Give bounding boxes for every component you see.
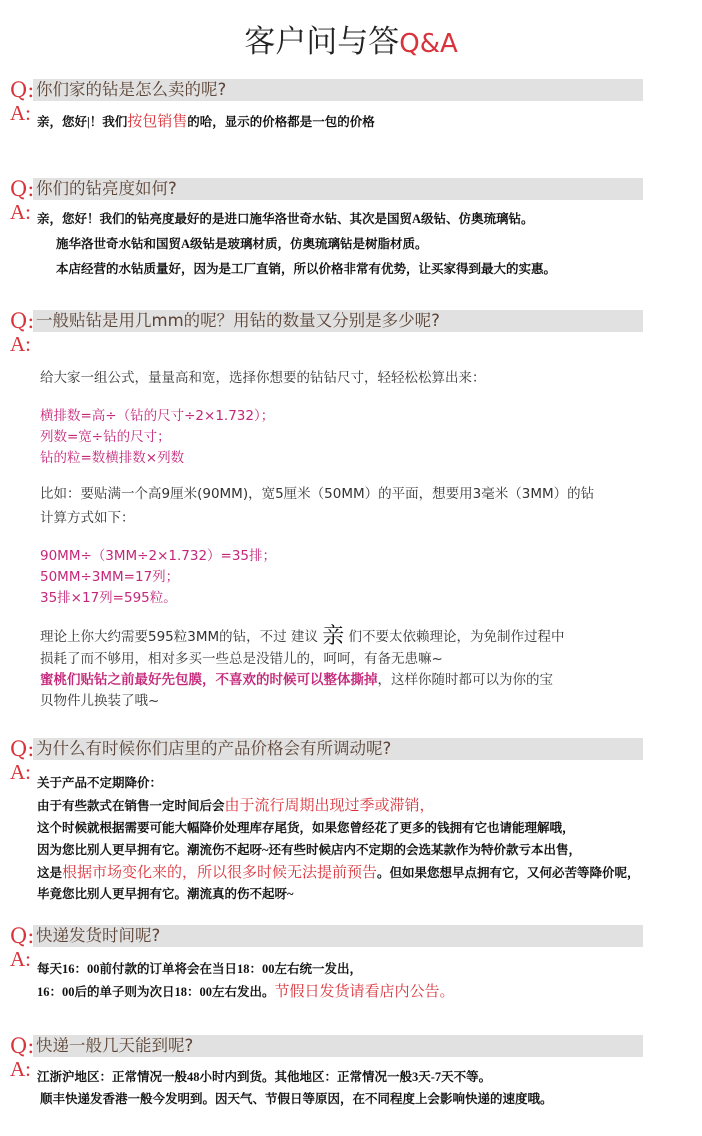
highlight-pink-text: 蜜桃们贴钻之前最好先包膜，不喜欢的时候可以整体撕掉 <box>40 672 378 688</box>
answer-text: 每天16：00前付款的订单将会在当日18：00左右统一发出， <box>37 962 363 976</box>
highlight-pink-text: 90MM÷（3MM÷2×1.732）=35排； <box>40 548 277 564</box>
answer-text: 16：00后的单子则为次日18：00左右发出。 <box>37 985 275 999</box>
q-label: Q: <box>10 309 35 333</box>
answer-line <box>56 234 428 254</box>
answer-text: 亲，您好|！我们 <box>37 115 128 129</box>
highlight-red-text: 根据市场变化来的，所以很多时候无法提前预告 <box>62 863 378 881</box>
q-label: Q: <box>10 924 35 948</box>
answer-line <box>56 259 556 279</box>
question-text: 快递发货时间呢? <box>36 926 161 945</box>
question-text: 为什么有时候你们店里的产品价格会有所调动呢? <box>36 739 392 758</box>
answer-text: 关于产品不定期降价： <box>37 776 163 790</box>
answer-line <box>37 862 640 882</box>
answer-line <box>37 840 581 860</box>
highlight-pink-text: 列数=宽÷钻的尺寸； <box>40 429 171 445</box>
a-label: A: <box>10 1057 31 1081</box>
answer-line <box>40 624 565 649</box>
q-label: Q: <box>10 737 35 761</box>
q-label: Q: <box>10 177 35 201</box>
answer-line <box>40 670 553 690</box>
question-text: 一般贴钻是用几mm的呢？用钻的数量又分别是多少呢? <box>36 311 440 330</box>
answer-line <box>37 1067 491 1087</box>
answer-text: 损耗了而不够用，相对多买一些总是没错儿的，呵呵，有备无患嘛~ <box>40 651 443 667</box>
page-title <box>0 16 702 61</box>
answer-text: 的哈，显示的价格都是一包的价格 <box>187 115 375 129</box>
highlight-red-text: 节假日发货请看店内公告。 <box>274 982 455 1000</box>
emphasis-text: 亲 <box>322 624 345 649</box>
answer-text: 由于有些款式在销售一定时间后会 <box>37 799 225 813</box>
highlight-red-text: 按包销售 <box>127 112 188 130</box>
a-label: A: <box>10 200 31 224</box>
answer-text: 比如：要贴满一个高9厘米(90MM)，宽5厘米（50MM）的平面，想要用3毫米（3MM）的钻 <box>40 486 595 502</box>
answer-text: 给大家一组公式，量量高和宽，选择你想要的钻钻尺寸，轻轻松松算出来： <box>40 370 486 386</box>
answer-line <box>40 691 159 711</box>
answer-line <box>37 884 294 904</box>
answer-line <box>40 1089 553 1109</box>
answer-text: 因为您比别人更早拥有它。潮流伤不起呀~还有些时候店内不定期的会选某款作为特价款亏本出售， <box>37 843 582 857</box>
answer-line <box>37 818 575 838</box>
answer-line <box>40 368 486 388</box>
a-label: A: <box>10 101 31 125</box>
answer-line <box>40 406 274 426</box>
highlight-pink-text: 50MM÷3MM=17列； <box>40 569 180 585</box>
answer-line <box>37 981 455 1001</box>
highlight-pink-text: 钻的粒=数横排数×列数 <box>40 450 185 466</box>
answer-line <box>40 508 135 528</box>
answer-text: 施华洛世奇水钻和国贸A级钻是玻璃材质，仿奥琉璃钻是树脂材质。 <box>56 237 428 251</box>
q-label: Q: <box>10 78 35 102</box>
question-text: 你们家的钻是怎么卖的呢? <box>36 80 227 99</box>
answer-text: 江浙沪地区：正常情况一般48小时内到货。其他地区：正常情况一般3天-7天不等。 <box>37 1070 492 1084</box>
answer-line <box>40 588 177 608</box>
answer-text: ，这样你随时都可以为你的宝 <box>377 672 553 688</box>
answer-text: 本店经营的水钻质量好，因为是工厂直销，所以价格非常有优势，让买家得到最大的实惠。 <box>56 262 557 276</box>
a-label: A: <box>10 947 31 971</box>
answer-text: 理论上你大约需要595粒3MM的钻，不过 建议 <box>40 629 323 645</box>
answer-line <box>40 567 179 587</box>
question-text: 快递一般几天能到呢? <box>36 1036 194 1055</box>
answer-line <box>37 795 435 815</box>
a-label: A: <box>10 332 31 356</box>
answer-text: 贝物件儿换装了哦~ <box>40 693 160 709</box>
answer-line <box>37 773 162 793</box>
answer-line <box>37 111 375 131</box>
answer-text: 。但如果您想早点拥有它，又何必苦等降价呢， <box>377 866 640 880</box>
answer-text: 这个时候就根据需要可能大幅降价处理库存尾货，如果您曾经花了更多的钱拥有它也请能理解哦， <box>37 821 575 835</box>
title-qa: Q&A <box>399 29 458 59</box>
highlight-pink-text: 横排数=高÷（钻的尺寸÷2×1.732）； <box>40 408 275 424</box>
answer-text: 亲，您好！我们的钻亮度最好的是进口施华洛世奇水钻、其次是国贸A级钻、仿奥琉璃钻。 <box>37 212 534 226</box>
highlight-red-text: 由于流行周期出现过季或滞销， <box>224 796 435 814</box>
question-text: 你们的钻亮度如何? <box>36 179 177 198</box>
answer-line <box>40 448 184 468</box>
answer-line <box>40 427 171 447</box>
answer-line <box>40 546 276 566</box>
answer-text: 计算方式如下： <box>40 510 135 526</box>
answer-line <box>40 649 443 669</box>
answer-line <box>37 959 362 979</box>
highlight-pink-text: 35排×17列=595粒。 <box>40 590 177 606</box>
answer-text: 顺丰快递发香港一般今发明到。因天气、节假日等原因，在不同程度上会影响快递的速度哦。 <box>40 1092 553 1106</box>
answer-line <box>40 484 594 504</box>
a-label: A: <box>10 760 31 784</box>
answer-text: 们不要太依赖理论，为免制作过程中 <box>344 629 565 645</box>
answer-text: 毕竟您比别人更早拥有它。潮流真的伤不起呀~ <box>37 887 294 901</box>
answer-text: 这是 <box>37 866 63 880</box>
answer-line <box>37 209 534 229</box>
title-chinese: 客户问与答 <box>244 24 400 60</box>
q-label: Q: <box>10 1034 35 1058</box>
